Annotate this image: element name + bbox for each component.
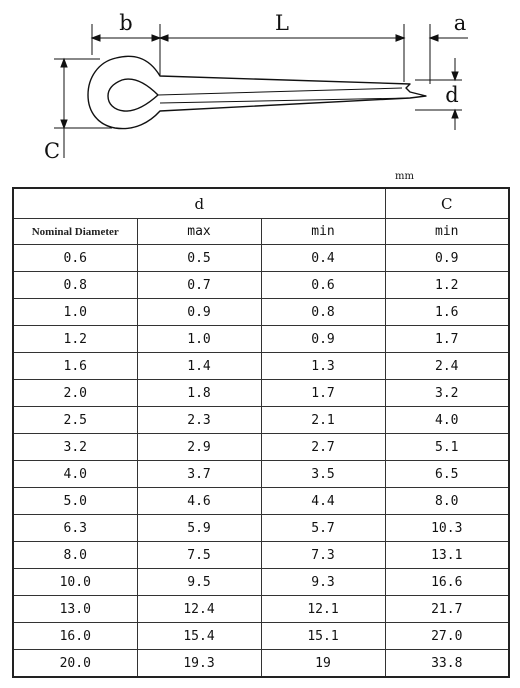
- nominal-diameter-cell: 0.8: [13, 272, 137, 299]
- table-row: [13, 245, 509, 272]
- d-max-cell: 5.9: [137, 515, 261, 542]
- d-min-cell: 0.6: [261, 272, 385, 299]
- unit-label: mm: [395, 171, 414, 182]
- nominal-diameter-cell: 4.0: [13, 461, 137, 488]
- table-row: [13, 326, 509, 353]
- d-max-cell: 7.5: [137, 542, 261, 569]
- d-min-cell: 19: [261, 650, 385, 678]
- d-max-cell: 3.7: [137, 461, 261, 488]
- c-min-cell: 13.1: [385, 542, 509, 569]
- c-min-cell: 5.1: [385, 434, 509, 461]
- d-min-cell: 5.7: [261, 515, 385, 542]
- dim-label-a: a: [453, 11, 467, 35]
- nominal-diameter-cell: 0.6: [13, 245, 137, 272]
- d-max-cell: 12.4: [137, 596, 261, 623]
- dim-label-b: b: [119, 11, 133, 35]
- d-max-cell: 4.6: [137, 488, 261, 515]
- table-row: [13, 353, 509, 380]
- c-min-cell: 16.6: [385, 569, 509, 596]
- table-row: [13, 650, 509, 678]
- c-min-cell: 21.7: [385, 596, 509, 623]
- d-min-cell: 9.3: [261, 569, 385, 596]
- header-d-group: d: [13, 188, 385, 219]
- d-max-cell: 1.0: [137, 326, 261, 353]
- c-min-cell: 10.3: [385, 515, 509, 542]
- header-nominal-diameter: Nominal Diameter: [13, 219, 137, 245]
- table-row: [13, 488, 509, 515]
- table-row: [13, 434, 509, 461]
- d-min-cell: 12.1: [261, 596, 385, 623]
- dim-label-d: d: [445, 83, 459, 107]
- d-max-cell: 1.4: [137, 353, 261, 380]
- nominal-diameter-cell: 1.6: [13, 353, 137, 380]
- c-min-cell: 3.2: [385, 380, 509, 407]
- table-row: [13, 596, 509, 623]
- nominal-diameter-cell: 13.0: [13, 596, 137, 623]
- d-min-cell: 1.3: [261, 353, 385, 380]
- dim-label-C: C: [43, 139, 61, 163]
- d-max-cell: 0.5: [137, 245, 261, 272]
- table-row: [13, 569, 509, 596]
- pin-eye: [108, 79, 158, 111]
- d-min-cell: 1.7: [261, 380, 385, 407]
- d-min-cell: 4.4: [261, 488, 385, 515]
- c-min-cell: 8.0: [385, 488, 509, 515]
- d-max-cell: 2.9: [137, 434, 261, 461]
- nominal-diameter-cell: 8.0: [13, 542, 137, 569]
- nominal-diameter-cell: 2.5: [13, 407, 137, 434]
- nominal-diameter-cell: 1.0: [13, 299, 137, 326]
- table-row: [13, 515, 509, 542]
- d-min-cell: 0.4: [261, 245, 385, 272]
- nominal-diameter-cell: 16.0: [13, 623, 137, 650]
- nominal-diameter-cell: 3.2: [13, 434, 137, 461]
- c-min-cell: 1.6: [385, 299, 509, 326]
- cotter-pin-drawing: [0, 0, 520, 190]
- c-min-cell: 1.7: [385, 326, 509, 353]
- nominal-diameter-cell: 10.0: [13, 569, 137, 596]
- d-min-cell: 15.1: [261, 623, 385, 650]
- dimension-table: [12, 187, 510, 678]
- d-min-cell: 2.7: [261, 434, 385, 461]
- d-min-cell: 7.3: [261, 542, 385, 569]
- table-row: [13, 461, 509, 488]
- c-min-cell: 27.0: [385, 623, 509, 650]
- d-max-cell: 9.5: [137, 569, 261, 596]
- header-c-min: min: [385, 219, 509, 245]
- table-row: [13, 380, 509, 407]
- header-c-group: C: [385, 188, 509, 219]
- d-max-cell: 0.7: [137, 272, 261, 299]
- d-min-cell: 0.9: [261, 326, 385, 353]
- nominal-diameter-cell: 5.0: [13, 488, 137, 515]
- d-max-cell: 1.8: [137, 380, 261, 407]
- d-max-cell: 19.3: [137, 650, 261, 678]
- header-d-min: min: [261, 219, 385, 245]
- nominal-diameter-cell: 6.3: [13, 515, 137, 542]
- d-max-cell: 15.4: [137, 623, 261, 650]
- table-row: [13, 299, 509, 326]
- c-min-cell: 2.4: [385, 353, 509, 380]
- d-min-cell: 3.5: [261, 461, 385, 488]
- table-row: [13, 407, 509, 434]
- nominal-diameter-cell: 1.2: [13, 326, 137, 353]
- nominal-diameter-cell: 20.0: [13, 650, 137, 678]
- d-max-cell: 0.9: [137, 299, 261, 326]
- d-min-cell: 2.1: [261, 407, 385, 434]
- nominal-diameter-cell: 2.0: [13, 380, 137, 407]
- pin-split-line: [158, 88, 402, 95]
- d-max-cell: 2.3: [137, 407, 261, 434]
- c-min-cell: 33.8: [385, 650, 509, 678]
- c-min-cell: 6.5: [385, 461, 509, 488]
- table-row: [13, 272, 509, 299]
- header-d-max: max: [137, 219, 261, 245]
- dim-label-L: L: [275, 11, 289, 35]
- c-min-cell: 1.2: [385, 272, 509, 299]
- table-row: [13, 623, 509, 650]
- table-row: [13, 542, 509, 569]
- c-min-cell: 0.9: [385, 245, 509, 272]
- d-min-cell: 0.8: [261, 299, 385, 326]
- c-min-cell: 4.0: [385, 407, 509, 434]
